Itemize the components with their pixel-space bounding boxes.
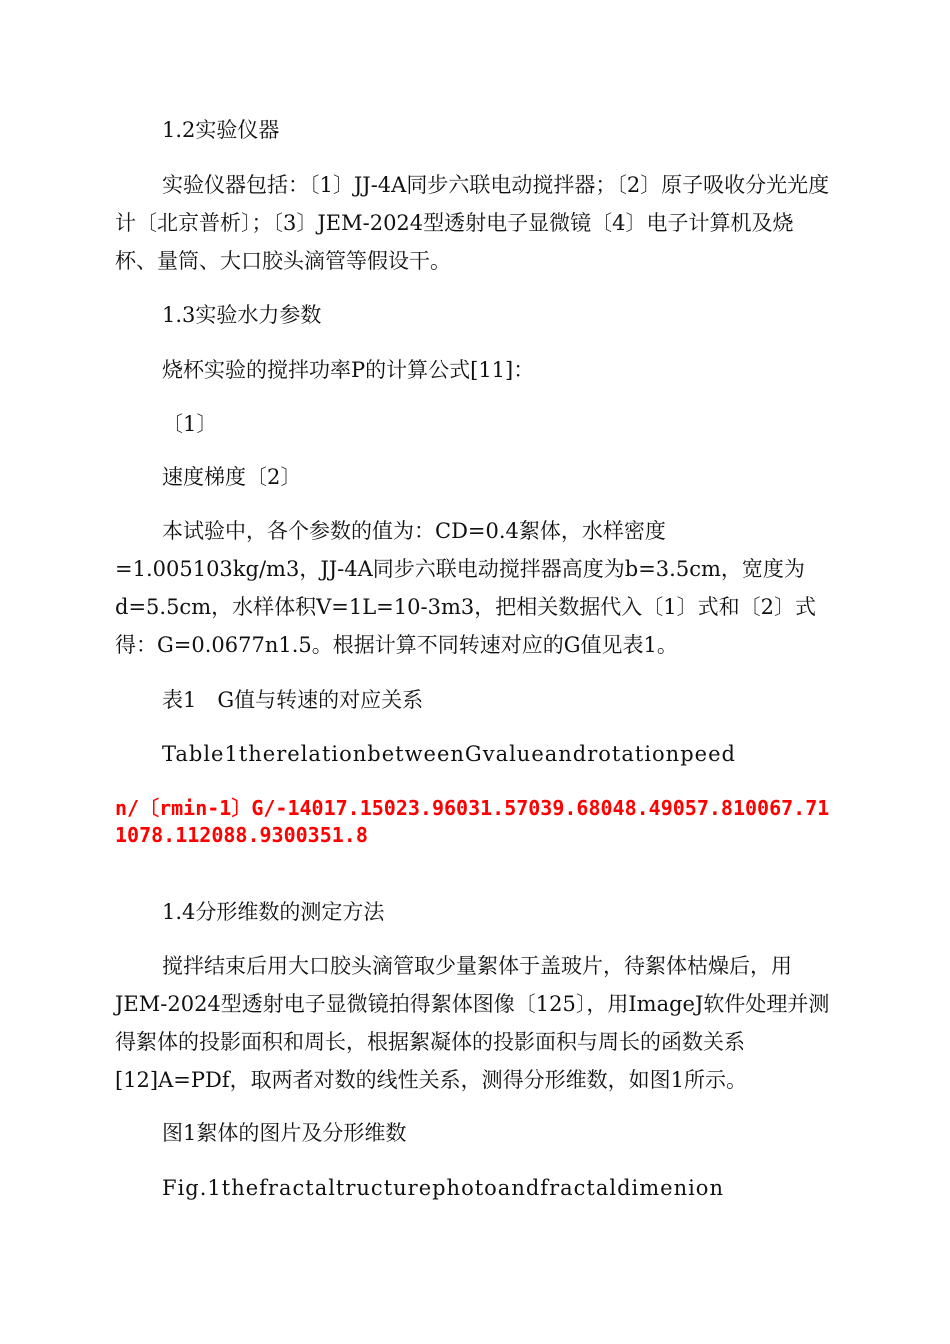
section-1-3-heading: 1.3实验水力参数 [162, 303, 322, 327]
section-1-2-heading: 1.2实验仪器 [162, 118, 280, 142]
figure-1-caption-en: Fig.1thefractaltructurephotoandfractaldimenion [162, 1176, 724, 1200]
table-1-caption-cn: 表1 G值与转速的对应关系 [162, 688, 424, 712]
section-1-4-heading: 1.4分形维数的测定方法 [162, 900, 385, 924]
equation-1-label: 〔1〕 [162, 412, 218, 436]
equation-2-label: 速度梯度〔2〕 [162, 465, 302, 489]
section-1-2-paragraph: 实验仪器包括：〔1〕JJ-4A同步六联电动搅拌器；〔2〕原子吸收分光光度计〔北京普析〕；〔3〕JEM-2024型透射电子显微镜〔4〕电子计算机及烧杯、量筒、大口胶头滴管等假设干。 [115, 173, 830, 273]
table-1-caption-en: Table1therelationbetweenGvalueandrotationpeed [162, 742, 736, 766]
table-1-raw-data: n/〔rmin-1〕G/-14017.15023.96031.57039.68048.49057.810067.711078.112088.9300351.8 [115, 796, 830, 847]
formula-intro: 烧杯实验的搅拌功率P的计算公式[11]： [162, 358, 535, 382]
section-1-3-paragraph: 本试验中，各个参数的值为：CD=0.4絮体，水样密度=1.005103kg/m3，JJ-4A同步六联电动搅拌器高度为b=3.5cm，宽度为d=5.5cm，水样体积V=1L=10-3m3，把相关数据代入〔1〕式和〔2〕式得：G=0.0677n1.5。根据计算不同转速对应的G值见表1。 [115, 519, 816, 657]
section-1-4-paragraph: 搅拌结束后用大口胶头滴管取少量絮体于盖玻片，待絮体枯燥后，用JEM-2024型透射电子显微镜拍得絮体图像〔125〕，用ImageJ软件处理并测得絮体的投影面积和周长，根据絮凝体的投影面积与周长的函数关系[12]A=PDf，取两者对数的线性关系，测得分形维数，如图1所示。 [115, 954, 830, 1092]
figure-1-caption-cn: 图1絮体的图片及分形维数 [162, 1121, 407, 1145]
